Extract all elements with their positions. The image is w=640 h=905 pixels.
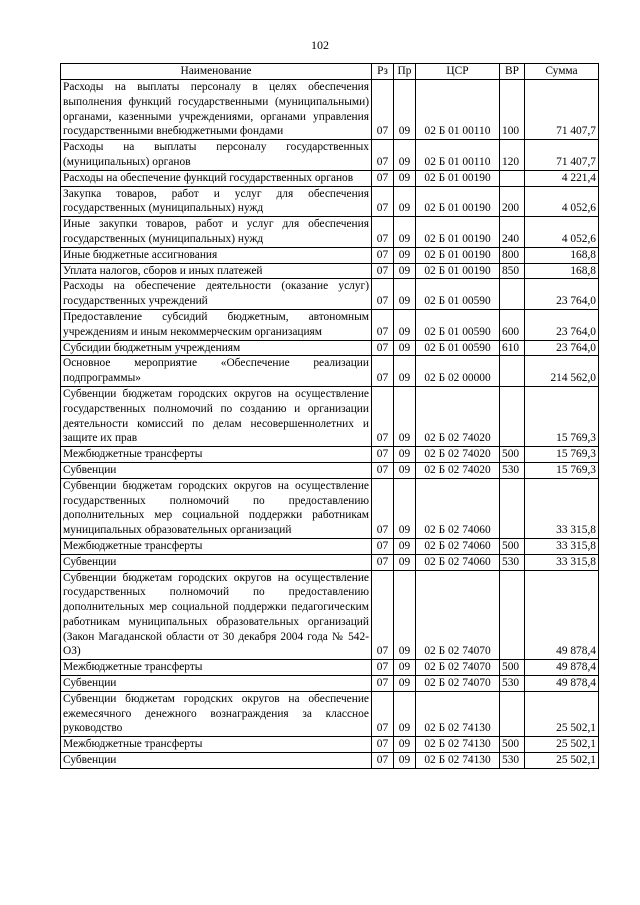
cell-name: Расходы на обеспечение функций государственных органов (61, 170, 372, 186)
cell-vr: 530 (500, 753, 525, 769)
table-row (61, 676, 599, 692)
table-row (61, 478, 599, 538)
cell-sum: 33 315,8 (525, 538, 599, 554)
cell-csr: 02 Б 01 00110 (416, 140, 500, 171)
cell-pr: 09 (394, 247, 416, 263)
cell-csr: 02 Б 02 74020 (416, 462, 500, 478)
cell-pr: 09 (394, 263, 416, 279)
cell-rz: 07 (372, 263, 394, 279)
table-row (61, 217, 599, 248)
cell-rz: 07 (372, 186, 394, 217)
cell-name: Предоставление субсидий бюджетным, автономным учреждениям и иным некоммерческим организациям (61, 309, 372, 340)
cell-rz: 07 (372, 386, 394, 446)
cell-sum: 214 562,0 (525, 356, 599, 387)
cell-sum: 49 878,4 (525, 570, 599, 660)
cell-csr: 02 Б 02 00000 (416, 356, 500, 387)
cell-rz: 07 (372, 660, 394, 676)
cell-sum: 49 878,4 (525, 660, 599, 676)
cell-vr: 500 (500, 737, 525, 753)
header-name: Наименование (61, 64, 372, 80)
cell-name: Иные бюджетные ассигнования (61, 247, 372, 263)
cell-pr: 09 (394, 309, 416, 340)
cell-name: Межбюджетные трансферты (61, 538, 372, 554)
cell-csr: 02 Б 01 00110 (416, 80, 500, 140)
cell-csr: 02 Б 01 00590 (416, 309, 500, 340)
header-rz: Рз (372, 64, 394, 80)
cell-name: Закупка товаров, работ и услуг для обеспечения государственных (муниципальных) нужд (61, 186, 372, 217)
cell-sum: 23 764,0 (525, 309, 599, 340)
cell-csr: 02 Б 01 00590 (416, 279, 500, 310)
table-row (61, 554, 599, 570)
cell-name: Субвенции (61, 462, 372, 478)
table-row (61, 447, 599, 463)
table-row (61, 309, 599, 340)
cell-vr: 200 (500, 186, 525, 217)
cell-vr: 530 (500, 554, 525, 570)
cell-sum: 4 052,6 (525, 217, 599, 248)
table-row (61, 691, 599, 736)
cell-name: Субвенции (61, 554, 372, 570)
cell-vr: 240 (500, 217, 525, 248)
cell-sum: 23 764,0 (525, 340, 599, 356)
cell-csr: 02 Б 01 00190 (416, 263, 500, 279)
cell-sum: 15 769,3 (525, 447, 599, 463)
cell-rz: 07 (372, 247, 394, 263)
cell-rz: 07 (372, 170, 394, 186)
cell-vr: 530 (500, 462, 525, 478)
header-sum: Сумма (525, 64, 599, 80)
cell-csr: 02 Б 02 74070 (416, 676, 500, 692)
cell-vr: 530 (500, 676, 525, 692)
cell-csr: 02 Б 02 74130 (416, 737, 500, 753)
cell-rz: 07 (372, 309, 394, 340)
cell-vr: 120 (500, 140, 525, 171)
table-row (61, 247, 599, 263)
cell-vr: 500 (500, 538, 525, 554)
table-row (61, 170, 599, 186)
cell-name: Субвенции бюджетам городских округов на осуществление государственных полномочий по созданию и организации деятельности комиссий по делам несовершеннолетних и защите их прав (61, 386, 372, 446)
cell-vr (500, 170, 525, 186)
cell-csr: 02 Б 02 74020 (416, 386, 500, 446)
cell-vr: 600 (500, 309, 525, 340)
header-pr: Пр (394, 64, 416, 80)
cell-sum: 23 764,0 (525, 279, 599, 310)
cell-pr: 09 (394, 140, 416, 171)
cell-csr: 02 Б 02 74130 (416, 753, 500, 769)
cell-rz: 07 (372, 753, 394, 769)
cell-rz: 07 (372, 356, 394, 387)
cell-name: Субвенции бюджетам городских округов на осуществление государственных полномочий по предоставлению дополнительных мер социальной поддержки педагогическим работникам муниципальных образовательных организаций (Закон Магаданской области от 30 декабря 2004 года № 542-ОЗ) (61, 570, 372, 660)
cell-sum: 168,8 (525, 263, 599, 279)
table-row (61, 570, 599, 660)
cell-rz: 07 (372, 570, 394, 660)
cell-rz: 07 (372, 462, 394, 478)
cell-rz: 07 (372, 340, 394, 356)
cell-vr: 610 (500, 340, 525, 356)
cell-vr: 800 (500, 247, 525, 263)
cell-csr: 02 Б 01 00590 (416, 340, 500, 356)
cell-name: Субсидии бюджетным учреждениям (61, 340, 372, 356)
cell-pr: 09 (394, 340, 416, 356)
cell-sum: 71 407,7 (525, 80, 599, 140)
table-header (61, 64, 599, 80)
cell-pr: 09 (394, 170, 416, 186)
cell-pr: 09 (394, 676, 416, 692)
cell-pr: 09 (394, 217, 416, 248)
cell-sum: 168,8 (525, 247, 599, 263)
cell-vr: 500 (500, 660, 525, 676)
table-row (61, 737, 599, 753)
cell-name: Субвенции бюджетам городских округов на обеспечение ежемесячного денежного вознаграждения за классное руководство (61, 691, 372, 736)
cell-rz: 07 (372, 217, 394, 248)
cell-rz: 07 (372, 279, 394, 310)
budget-table (60, 63, 599, 769)
cell-sum: 25 502,1 (525, 737, 599, 753)
table-row (61, 386, 599, 446)
cell-pr: 09 (394, 691, 416, 736)
cell-name: Межбюджетные трансферты (61, 737, 372, 753)
page-number: 102 (311, 38, 329, 52)
cell-sum: 33 315,8 (525, 554, 599, 570)
cell-rz: 07 (372, 140, 394, 171)
cell-pr: 09 (394, 386, 416, 446)
cell-name: Расходы на выплаты персоналу государственных (муниципальных) органов (61, 140, 372, 171)
cell-sum: 4 052,6 (525, 186, 599, 217)
cell-pr: 09 (394, 737, 416, 753)
cell-pr: 09 (394, 279, 416, 310)
cell-sum: 15 769,3 (525, 386, 599, 446)
cell-rz: 07 (372, 538, 394, 554)
cell-pr: 09 (394, 538, 416, 554)
cell-csr: 02 Б 01 00190 (416, 247, 500, 263)
header-row (61, 64, 599, 80)
cell-name: Иные закупки товаров, работ и услуг для обеспечения государственных (муниципальных) нужд (61, 217, 372, 248)
cell-pr: 09 (394, 356, 416, 387)
table-body (61, 80, 599, 769)
cell-name: Межбюджетные трансферты (61, 660, 372, 676)
header-vr: ВР (500, 64, 525, 80)
cell-name: Субвенции бюджетам городских округов на осуществление государственных полномочий по предоставлению дополнительных мер социальной поддержки работникам муниципальных образовательных организаций (61, 478, 372, 538)
cell-rz: 07 (372, 80, 394, 140)
cell-csr: 02 Б 01 00190 (416, 217, 500, 248)
cell-pr: 09 (394, 570, 416, 660)
table-row (61, 753, 599, 769)
cell-name: Межбюджетные трансферты (61, 447, 372, 463)
cell-vr (500, 356, 525, 387)
cell-vr: 850 (500, 263, 525, 279)
table-row (61, 660, 599, 676)
cell-vr (500, 691, 525, 736)
cell-pr: 09 (394, 80, 416, 140)
cell-csr: 02 Б 02 74070 (416, 570, 500, 660)
cell-rz: 07 (372, 737, 394, 753)
cell-csr: 02 Б 02 74060 (416, 554, 500, 570)
table-row (61, 186, 599, 217)
cell-sum: 25 502,1 (525, 691, 599, 736)
cell-sum: 49 878,4 (525, 676, 599, 692)
cell-name: Уплата налогов, сборов и иных платежей (61, 263, 372, 279)
cell-rz: 07 (372, 478, 394, 538)
table-row (61, 538, 599, 554)
table-row (61, 263, 599, 279)
cell-csr: 02 Б 01 00190 (416, 170, 500, 186)
cell-vr (500, 279, 525, 310)
cell-csr: 02 Б 02 74060 (416, 538, 500, 554)
table-row (61, 462, 599, 478)
cell-vr (500, 570, 525, 660)
cell-name: Расходы на выплаты персоналу в целях обеспечения выполнения функций государственными (муниципальными) органами, казенными учреждениями, органами управления государственными внебюджетными фондами (61, 80, 372, 140)
cell-vr (500, 386, 525, 446)
cell-sum: 15 769,3 (525, 462, 599, 478)
cell-csr: 02 Б 02 74070 (416, 660, 500, 676)
cell-csr: 02 Б 02 74130 (416, 691, 500, 736)
cell-csr: 02 Б 01 00190 (416, 186, 500, 217)
cell-pr: 09 (394, 462, 416, 478)
cell-pr: 09 (394, 660, 416, 676)
cell-name: Субвенции (61, 676, 372, 692)
cell-pr: 09 (394, 554, 416, 570)
cell-name: Субвенции (61, 753, 372, 769)
table-row (61, 340, 599, 356)
cell-sum: 25 502,1 (525, 753, 599, 769)
cell-pr: 09 (394, 447, 416, 463)
cell-rz: 07 (372, 554, 394, 570)
cell-csr: 02 Б 02 74060 (416, 478, 500, 538)
cell-pr: 09 (394, 478, 416, 538)
table-row (61, 279, 599, 310)
table-row (61, 140, 599, 171)
cell-csr: 02 Б 02 74020 (416, 447, 500, 463)
cell-vr: 500 (500, 447, 525, 463)
header-csr: ЦСР (416, 64, 500, 80)
cell-rz: 07 (372, 676, 394, 692)
table-row (61, 356, 599, 387)
cell-sum: 71 407,7 (525, 140, 599, 171)
cell-sum: 33 315,8 (525, 478, 599, 538)
cell-pr: 09 (394, 186, 416, 217)
cell-rz: 07 (372, 447, 394, 463)
cell-vr (500, 478, 525, 538)
cell-name: Основное мероприятие «Обеспечение реализации подпрограммы» (61, 356, 372, 387)
cell-vr: 100 (500, 80, 525, 140)
table-row (61, 80, 599, 140)
cell-name: Расходы на обеспечение деятельности (оказание услуг) государственных учреждений (61, 279, 372, 310)
cell-sum: 4 221,4 (525, 170, 599, 186)
cell-pr: 09 (394, 753, 416, 769)
cell-rz: 07 (372, 691, 394, 736)
